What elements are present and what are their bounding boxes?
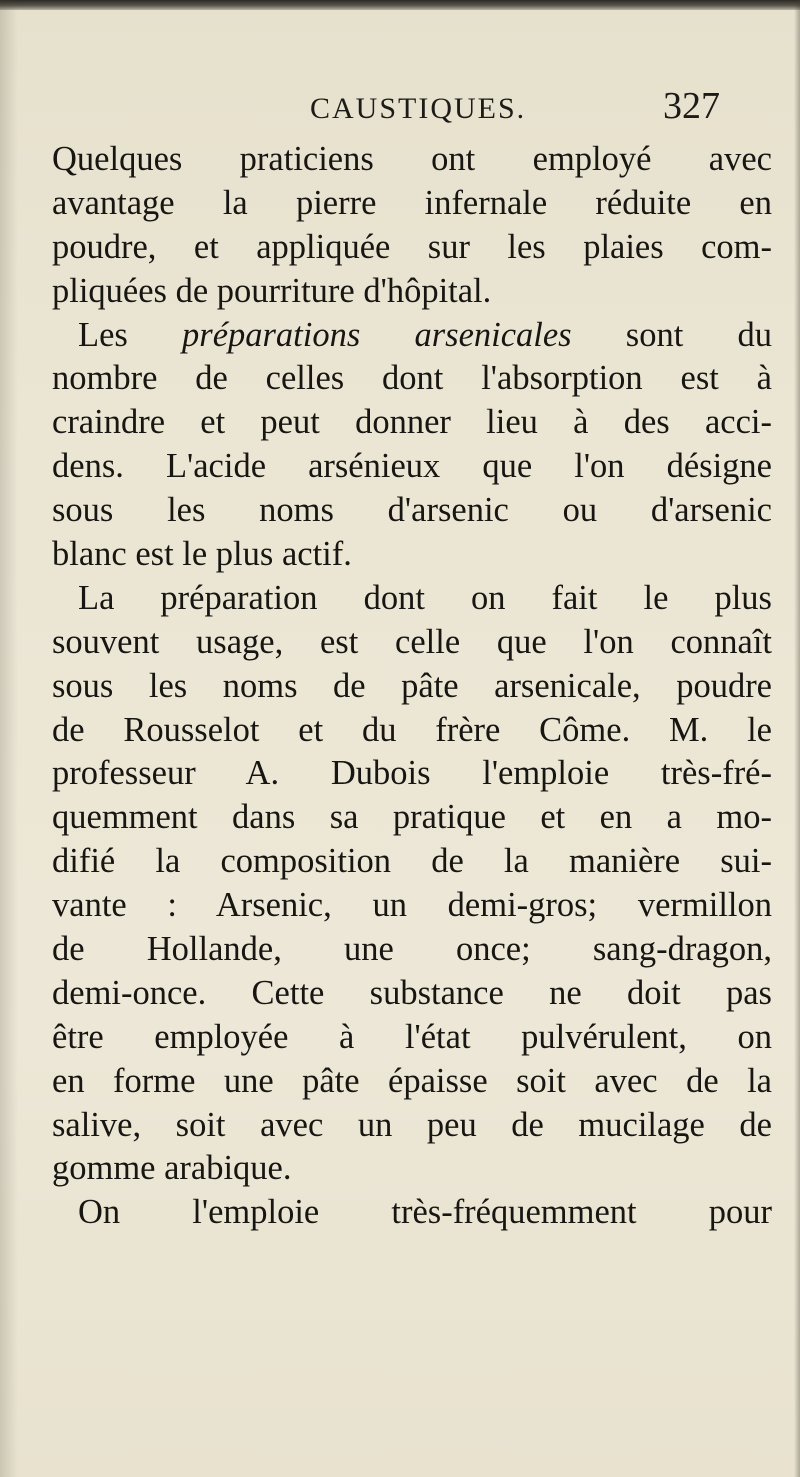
text-line: dens. L'acide arsénieux que l'on désigne	[52, 447, 772, 486]
text-line: professeur A. Dubois l'emploie très-fré-	[52, 754, 772, 793]
text-line: sous les noms de pâte arsenicale, poudre	[52, 666, 772, 705]
text-run: sont du	[571, 315, 772, 354]
text-line: être employée à l'état pulvérulent, on	[52, 1017, 772, 1056]
text-line: difié la composition de la manière sui-	[52, 842, 772, 881]
italic-term: préparations arsenicales	[182, 315, 572, 354]
text-line: de Rousselot et du frère Côme. M. le	[52, 710, 772, 749]
text-line: sous les noms d'arsenic ou d'arsenic	[52, 491, 772, 530]
text-line: pliquées de pourriture d'hôpital.	[52, 271, 492, 310]
running-title: CAUSTIQUES.	[310, 92, 527, 125]
text-line: souvent usage, est celle que l'on connaît	[52, 622, 772, 661]
text-line: On l'emploie très-fréquemment pour	[78, 1193, 772, 1232]
text-line: Quelques praticiens ont employé avec	[52, 140, 772, 178]
text-line: de Hollande, une once; sang-dragon,	[52, 930, 772, 969]
text-line: avantage la pierre infernale réduite en	[52, 183, 772, 222]
text-line: vante : Arsenic, un demi-gros; vermillon	[52, 886, 772, 925]
text-line: quemment dans sa pratique et en a mo-	[52, 798, 772, 837]
text-line: blanc est le plus actif.	[52, 535, 352, 574]
text-line: salive, soit avec un peu de mucilage de	[52, 1105, 772, 1144]
text-line: craindre et peut donner lieu à des acci-	[52, 403, 772, 442]
page-number: 327	[663, 85, 720, 127]
page-right-edge	[794, 0, 800, 1477]
text-line: en forme une pâte épaisse soit avec de la	[52, 1061, 772, 1100]
text-line: gomme arabique.	[52, 1149, 292, 1188]
page-gutter-shadow	[0, 0, 18, 1477]
body-text	[52, 138, 772, 1235]
text-line	[52, 314, 772, 358]
text-line: demi-once. Cette substance ne doit pas	[52, 973, 772, 1012]
text-line: nombre de celles dont l'absorption est à	[52, 359, 772, 398]
page-top-edge	[0, 0, 800, 10]
text-run: Les	[78, 315, 183, 354]
text-line: poudre, et appliquée sur les plaies com-	[52, 227, 772, 266]
running-head	[290, 85, 730, 134]
text-line: La préparation dont on fait le plus	[78, 578, 772, 617]
